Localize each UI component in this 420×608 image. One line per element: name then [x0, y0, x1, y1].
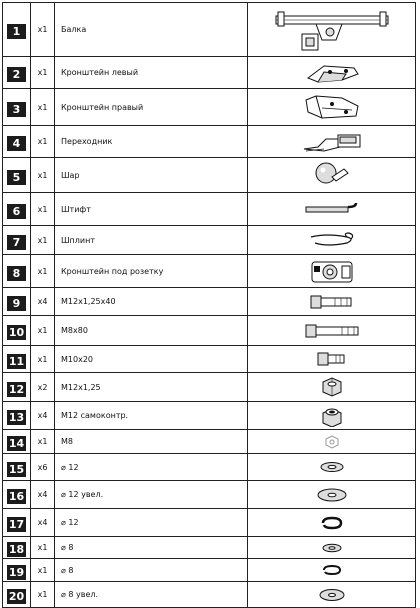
part-quantity: x1	[31, 537, 55, 559]
part-quantity: x6	[31, 454, 55, 481]
part-quantity: x4	[31, 509, 55, 537]
part-number-cell	[3, 3, 31, 57]
part-number-cell	[3, 226, 31, 255]
cotter-pin-icon	[248, 229, 415, 251]
part-quantity: x1	[31, 158, 55, 193]
small-nut-icon	[248, 434, 415, 450]
part-row	[3, 126, 416, 158]
part-quantity: x4	[31, 402, 55, 430]
part-number: 1	[7, 24, 26, 39]
part-name: ⌀ 12	[55, 509, 248, 537]
part-quantity: x1	[31, 430, 55, 454]
hex-nut-icon	[248, 376, 415, 398]
part-name: ⌀ 8	[55, 559, 248, 582]
part-number-cell	[3, 158, 31, 193]
part-row	[3, 373, 416, 402]
part-name: M8x80	[55, 316, 248, 346]
spring-washer-icon	[248, 515, 415, 531]
part-number-cell	[3, 193, 31, 226]
part-quantity: x4	[31, 288, 55, 316]
part-number-cell	[3, 559, 31, 582]
part-name: Кронштейн под розетку	[55, 255, 248, 288]
part-number-cell	[3, 126, 31, 158]
part-quantity: x1	[31, 226, 55, 255]
part-number-cell	[3, 316, 31, 346]
part-image-cell	[248, 316, 416, 346]
part-number: 12	[8, 382, 25, 396]
part-number: 7	[7, 235, 26, 250]
part-name: M8	[55, 430, 248, 454]
part-name: M10x20	[55, 346, 248, 373]
parts-list-table	[2, 2, 416, 608]
part-quantity: x2	[31, 373, 55, 402]
part-name: ⌀ 8 увел.	[55, 582, 248, 608]
part-number: 5	[7, 170, 26, 185]
part-quantity: x1	[31, 3, 55, 57]
part-row	[3, 559, 416, 582]
part-number-cell	[3, 288, 31, 316]
part-quantity: x1	[31, 255, 55, 288]
part-name: ⌀ 12 увел.	[55, 481, 248, 509]
part-image-cell	[248, 288, 416, 316]
parts-list-body	[3, 3, 416, 608]
part-image-cell	[248, 582, 416, 608]
part-name: M12x1,25	[55, 373, 248, 402]
part-number: 15	[8, 462, 25, 476]
part-row	[3, 255, 416, 288]
part-row	[3, 537, 416, 559]
part-name: Шар	[55, 158, 248, 193]
part-image-cell	[248, 430, 416, 454]
small-washer-icon	[248, 542, 415, 554]
part-image-cell	[248, 481, 416, 509]
part-row	[3, 481, 416, 509]
part-number: 13	[8, 411, 25, 424]
part-quantity: x1	[31, 316, 55, 346]
part-number: 4	[7, 136, 26, 151]
part-quantity: x1	[31, 559, 55, 582]
part-image-cell	[248, 559, 416, 582]
socket-bracket-icon	[248, 256, 415, 286]
part-quantity: x1	[31, 57, 55, 89]
part-image-cell	[248, 255, 416, 288]
part-number-cell	[3, 582, 31, 608]
part-name: Балка	[55, 3, 248, 57]
part-image-cell	[248, 158, 416, 193]
adapter-icon	[248, 129, 415, 155]
part-number-cell	[3, 537, 31, 559]
part-image-cell	[248, 126, 416, 158]
part-number: 16	[8, 490, 25, 503]
part-image-cell	[248, 89, 416, 126]
part-number: 17	[8, 518, 25, 531]
part-image-cell	[248, 402, 416, 430]
part-number-cell	[3, 346, 31, 373]
part-image-cell	[248, 373, 416, 402]
part-image-cell	[248, 57, 416, 89]
part-number: 14	[8, 437, 25, 450]
part-number-cell	[3, 373, 31, 402]
part-image-cell	[248, 193, 416, 226]
part-number: 2	[7, 67, 26, 82]
part-name: M12x1,25x40	[55, 288, 248, 316]
part-number: 8	[7, 266, 26, 281]
part-row	[3, 402, 416, 430]
part-name: ⌀ 8	[55, 537, 248, 559]
part-row	[3, 509, 416, 537]
left-bracket-icon	[248, 60, 415, 86]
part-number: 6	[7, 204, 26, 219]
part-row	[3, 346, 416, 373]
large-washer-icon	[248, 487, 415, 503]
part-number: 11	[8, 354, 25, 368]
part-number: 20	[8, 590, 25, 603]
lock-nut-icon	[248, 405, 415, 427]
part-number-cell	[3, 481, 31, 509]
part-row	[3, 454, 416, 481]
small-spring-washer-icon	[248, 563, 415, 577]
part-name: Кронштейн правый	[55, 89, 248, 126]
part-number-cell	[3, 454, 31, 481]
large-small-washer-icon	[248, 587, 415, 603]
part-row	[3, 158, 416, 193]
part-image-cell	[248, 3, 416, 57]
part-number-cell	[3, 402, 31, 430]
part-number: 19	[8, 565, 25, 579]
part-row	[3, 582, 416, 608]
bolt-long-icon	[248, 293, 415, 311]
part-number: 10	[8, 326, 25, 339]
part-image-cell	[248, 509, 416, 537]
pin-icon	[248, 199, 415, 219]
part-image-cell	[248, 346, 416, 373]
part-quantity: x1	[31, 89, 55, 126]
part-number: 18	[8, 543, 25, 556]
part-image-cell	[248, 226, 416, 255]
part-number-cell	[3, 89, 31, 126]
part-image-cell	[248, 537, 416, 559]
part-quantity: x1	[31, 126, 55, 158]
part-row	[3, 193, 416, 226]
part-image-cell	[248, 454, 416, 481]
tow-ball-icon	[248, 159, 415, 191]
part-name: Шплинт	[55, 226, 248, 255]
bolt-extra-long-icon	[248, 322, 415, 340]
part-quantity: x4	[31, 481, 55, 509]
part-row	[3, 430, 416, 454]
part-number-cell	[3, 430, 31, 454]
part-row	[3, 3, 416, 57]
part-name: Кронштейн левый	[55, 57, 248, 89]
part-row	[3, 316, 416, 346]
part-number: 3	[7, 102, 26, 117]
part-row	[3, 57, 416, 89]
bolt-short-icon	[248, 350, 415, 368]
part-name: Штифт	[55, 193, 248, 226]
part-name: ⌀ 12	[55, 454, 248, 481]
part-row	[3, 89, 416, 126]
part-number-cell	[3, 509, 31, 537]
part-name: M12 самоконтр.	[55, 402, 248, 430]
part-row	[3, 288, 416, 316]
part-name: Переходник	[55, 126, 248, 158]
flat-washer-icon	[248, 460, 415, 474]
part-row	[3, 226, 416, 255]
part-quantity: x1	[31, 582, 55, 608]
part-number-cell	[3, 57, 31, 89]
right-bracket-icon	[248, 92, 415, 122]
part-quantity: x1	[31, 193, 55, 226]
part-quantity: x1	[31, 346, 55, 373]
part-number-cell	[3, 255, 31, 288]
part-number: 9	[7, 296, 26, 311]
tow-bar-beam-icon	[248, 6, 415, 54]
